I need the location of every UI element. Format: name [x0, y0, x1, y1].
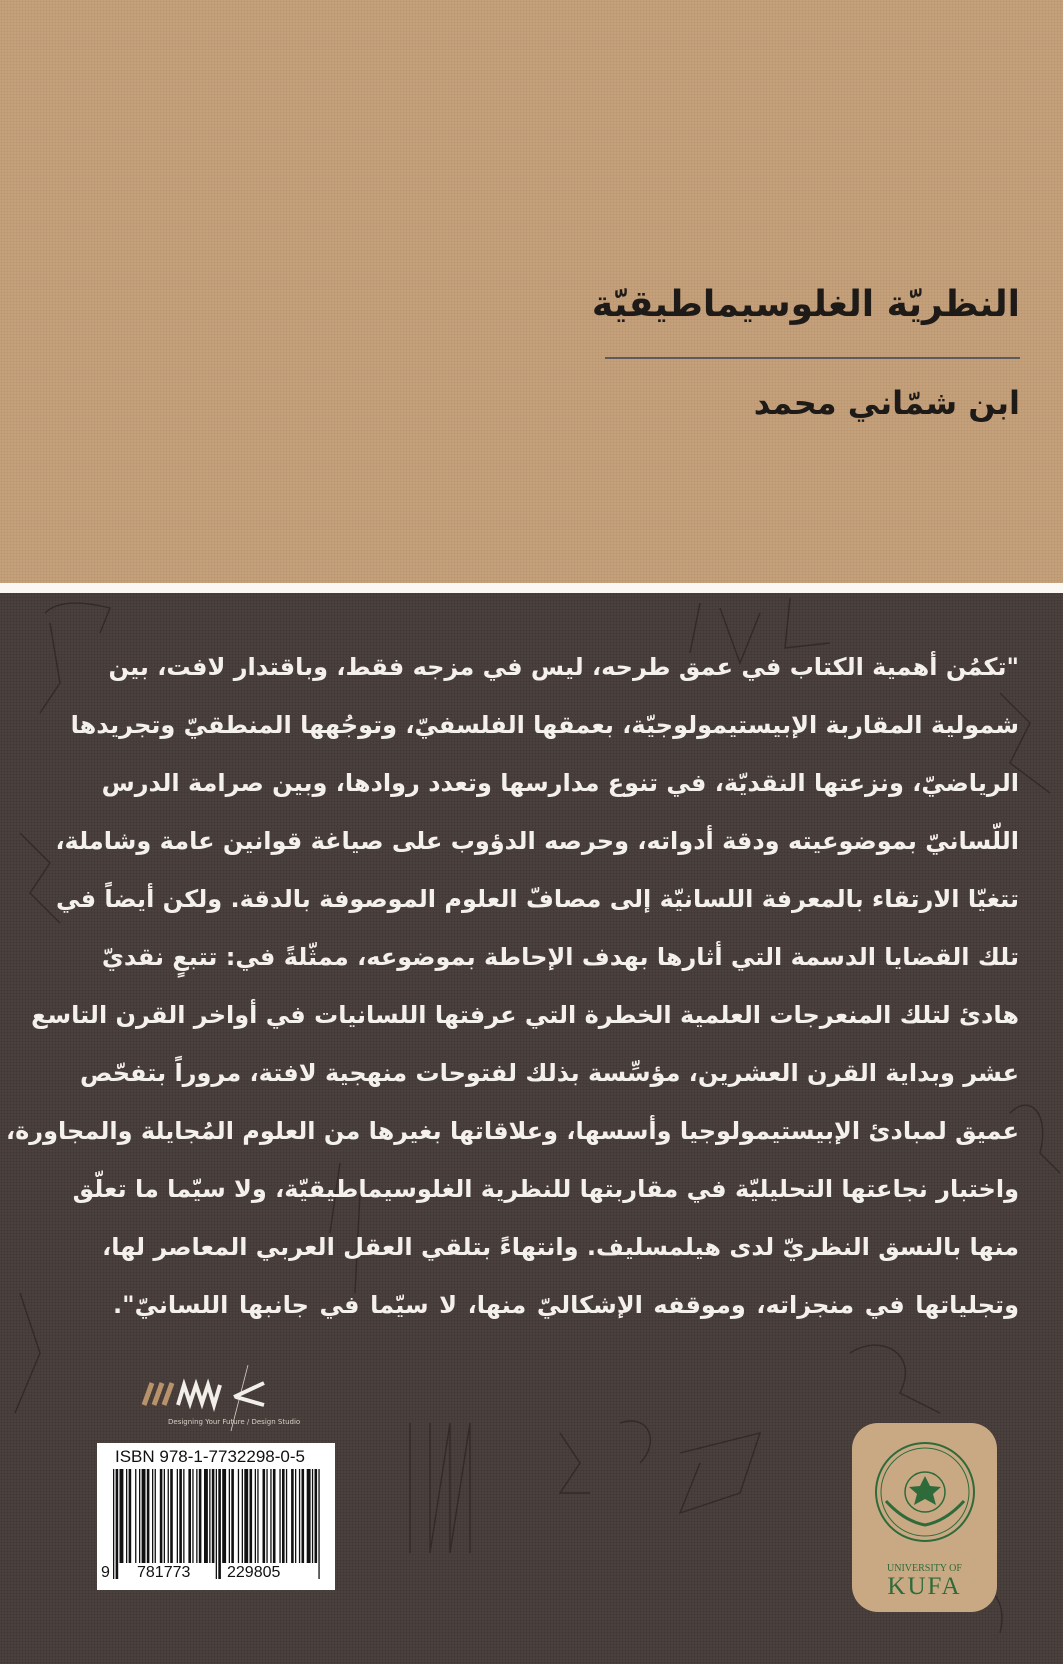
barcode-bar [229, 1469, 230, 1563]
barcode-bar [204, 1469, 208, 1563]
barcode-bar [192, 1469, 193, 1563]
isbn-label: ISBN 978-1-7732298-0-5 [115, 1447, 305, 1466]
blurb-line: شمولية المقاربة الإبيستيمولوجيّة، بعمقها الفلسفيّ، وتوجُهها المنطقيّ وتجريدها [70, 711, 1019, 739]
barcode-bar [170, 1469, 173, 1563]
barcode-bar [113, 1469, 114, 1579]
barcode-bar [295, 1469, 296, 1563]
barcode-bar [266, 1469, 267, 1563]
barcode-group-2: 229805 [227, 1564, 281, 1581]
barcode-bar [179, 1469, 182, 1563]
barcode-bar [257, 1469, 258, 1563]
barcode-bar [238, 1469, 239, 1563]
barcode-bar [120, 1469, 124, 1563]
barcode-bar [116, 1469, 119, 1579]
barcode-bar [242, 1469, 243, 1563]
blurb-line: عميق لمبادئ الإبيستيمولوجيا وأسسها، وعلاقاتها بغيرها من العلوم المُجايلة والمجاورة، [5, 1117, 1019, 1145]
barcode-bar [286, 1469, 287, 1563]
barcode-lead-digit: 9 [101, 1564, 110, 1581]
blurb-line: واختبار نجاعتها التحليليّة في مقاربتها للنظرية الغلوسيماطيقيّة، ولا سيّما ما تعلّق [72, 1175, 1019, 1203]
barcode-bar [263, 1469, 266, 1563]
barcode-bar [199, 1469, 202, 1563]
university-name: KUFA [887, 1573, 962, 1600]
barcode-bar [255, 1469, 256, 1563]
barcode-bar [250, 1469, 253, 1563]
barcode-bar [302, 1469, 305, 1563]
university-label: UNIVERSITY OF [887, 1563, 962, 1574]
barcode-bar [244, 1469, 248, 1563]
blurb-line: الرياضيّ، ونزعتها النقديّة، في تنوع مدارسها وتعدد روادها، وبين صرامة الدرس [101, 769, 1019, 797]
barcode-bar [139, 1469, 140, 1563]
blurb-line: اللّسانيّ بموضوعيته ودقة أدواته، وحرصه الدؤوب على صياغة قوانين عامة وشاملة، [55, 827, 1019, 855]
barcode-bar [147, 1469, 150, 1563]
barcode-bar [318, 1469, 319, 1579]
barcode-bar [279, 1469, 280, 1563]
barcode-group-1: 781773 [137, 1564, 191, 1581]
barcode-bar [312, 1469, 313, 1563]
barcode-bar [160, 1469, 163, 1563]
blurb-line: وتجلياتها في منجزاته، وموقفه الإشكاليّ منها، لا سيّما في جانبها اللسانيّ". [113, 1291, 1019, 1319]
barcode-bar [126, 1469, 127, 1563]
blurb-line: تتغيّا الارتقاء بالمعرفة اللسانيّة إلى مصافّ العلوم الموصوفة بالدقة. ولكن أيضاً في [56, 885, 1019, 913]
blurb-line: منها بالنسق النظريّ لدى هيلمسليف. وانتهاءً بتلقي العقل العربي المعاصر لها، [102, 1233, 1019, 1261]
barcode-bar [315, 1469, 318, 1563]
barcode-bar [231, 1469, 234, 1563]
barcode-bar [209, 1469, 210, 1563]
barcode-bar [282, 1469, 285, 1563]
white-divider-stripe [0, 583, 1063, 593]
barcode-bar [222, 1469, 226, 1563]
barcode-bar [129, 1469, 132, 1563]
barcode-bar [152, 1469, 153, 1563]
barcode-bar [142, 1469, 146, 1563]
publisher-tagline: Designing Your Future / Design Studio [168, 1418, 301, 1426]
barcode-bar [307, 1469, 311, 1563]
book-title: النظريّة الغلوسيماطيقيّة [591, 284, 1020, 325]
barcode-bar [196, 1469, 197, 1563]
blurb-line: تلك القضايا الدسمة التي أثارها بهدف الإحاطة بموضوعه، ممثّلةً في: تتبعٍ نقديّ [101, 943, 1019, 971]
barcode-bar [177, 1469, 178, 1563]
barcode-bar [291, 1469, 294, 1563]
barcode-bars [113, 1469, 321, 1579]
barcode-bar [218, 1469, 221, 1579]
title-divider [605, 357, 1020, 359]
back-cover-blurb [5, 648, 1019, 1344]
barcode-bar [216, 1469, 217, 1579]
barcode-bar [188, 1469, 191, 1563]
blurb-line: "تكمُن أهمية الكتاب في عمق طرحه، ليس في مزجه فقط، وباقتدار لافت، بين [108, 653, 1019, 681]
barcode-bar [168, 1469, 169, 1563]
barcode-bar [155, 1469, 156, 1563]
book-author: ابن شمّاني محمد [753, 384, 1020, 422]
university-of-kufa-badge [852, 1423, 997, 1612]
university-seal-icon [874, 1441, 976, 1543]
barcode-bar [270, 1469, 271, 1563]
barcode-bar [183, 1469, 184, 1563]
barcode-bar [299, 1469, 300, 1563]
blurb-line: هادئ لتلك المنعرجات العلمية الخطرة التي عرفتها اللسانيات في أواخر القرن التاسع [31, 1001, 1019, 1029]
barcode-bar [164, 1469, 165, 1563]
barcode-bar [273, 1469, 276, 1563]
isbn-barcode [97, 1443, 335, 1590]
barcode-bar [212, 1469, 215, 1563]
barcode-bar [135, 1469, 136, 1563]
blurb-line: عشر وبداية القرن العشرين، مؤسِّسة بذلك لفتوحات منهجية لافتة، مروراً بتفحّص [79, 1059, 1019, 1087]
